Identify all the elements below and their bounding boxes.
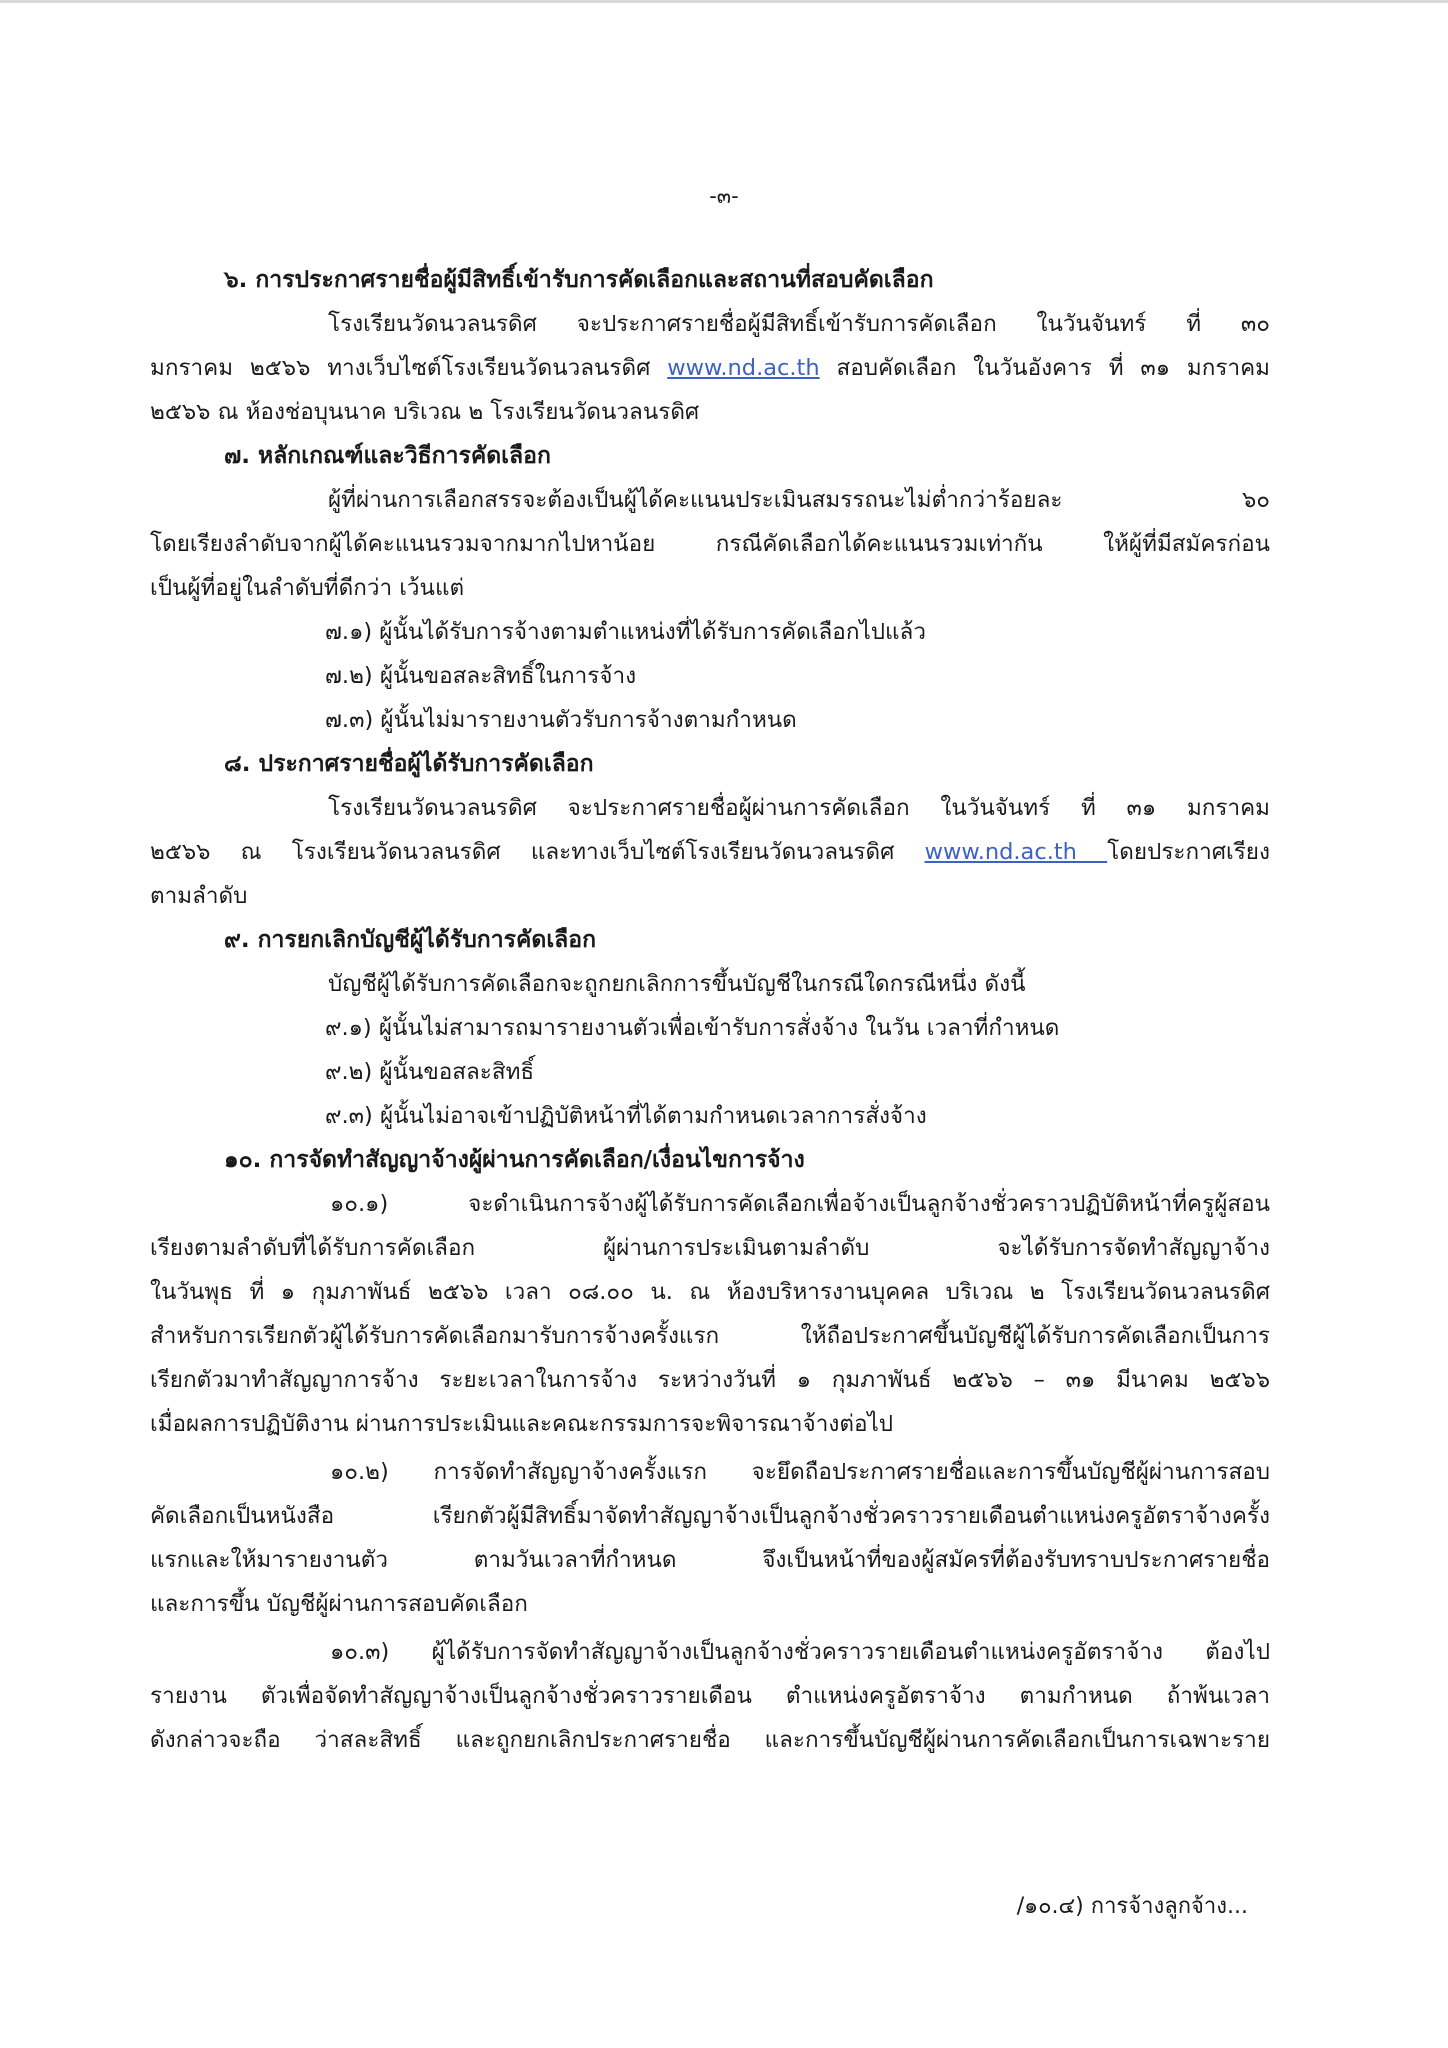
- section-10-1-line-1: ๑๐.๑) จะดำเนินการจ้างผู้ได้รับการคัดเลือกเพื่อจ้างเป็นลูกจ้างชั่วคราวปฏิบัติหน้าที่ครูผู้สอน: [330, 1191, 1270, 1217]
- section-10-1-line-6: เมื่อผลการปฏิบัติงาน ผ่านการประเมินและคณะกรรมการจะพิจารณาจ้างต่อไป: [150, 1411, 894, 1437]
- section-10-3-line-3: ดังกล่าวจะถือ ว่าสละสิทธิ์ และถูกยกเลิกประกาศรายชื่อ และการขึ้นบัญชีผู้ผ่านการคัดเลือกเป็นการเฉพาะราย: [150, 1727, 1270, 1753]
- section-9-item-2: ๙.๒) ผู้นั้นขอสละสิทธิ์: [325, 1059, 535, 1085]
- section-6-line-2-start: มกราคม ๒๕๖๖ ทางเว็บไซต์โรงเรียนวัดนวลนรดิศ: [150, 355, 668, 381]
- section-6-line-1: โรงเรียนวัดนวลนรดิศ จะประกาศรายชื่อผู้มีสิทธิ์เข้ารับการคัดเลือก ในวันจันทร์ ที่ ๓๐: [328, 311, 1270, 337]
- section-10-2-line-1: ๑๐.๒) การจัดทำสัญญาจ้างครั้งแรก จะยึดถือประกาศรายชื่อและการขึ้นบัญชีผู้ผ่านการสอบ: [330, 1459, 1270, 1485]
- school-website-link-2[interactable]: www.nd.ac.th: [924, 839, 1108, 865]
- section-8-line-2-start: ๒๕๖๖ ณ โรงเรียนวัดนวลนรดิศ และทางเว็บไซต์โรงเรียนวัดนวลนรดิศ: [150, 839, 925, 865]
- section-10-3-line-2: รายงาน ตัวเพื่อจัดทำสัญญาจ้างเป็นลูกจ้างชั่วคราวรายเดือน ตำแหน่งครูอัตราจ้าง ตามกำหนด ถ้าพ้นเวลา: [150, 1683, 1270, 1709]
- school-website-link[interactable]: www.nd.ac.th: [667, 355, 820, 381]
- section-7-heading: ๗. หลักเกณฑ์และวิธีการคัดเลือก: [224, 443, 551, 469]
- section-8-heading: ๘. ประกาศรายชื่อผู้ได้รับการคัดเลือก: [224, 751, 594, 777]
- page-number: -๓-: [709, 184, 739, 208]
- section-9-item-1: ๙.๑) ผู้นั้นไม่สามารถมารายงานตัวเพื่อเข้ารับการสั่งจ้าง ในวัน เวลาที่กำหนด: [325, 1015, 1060, 1041]
- section-10-2-line-2: คัดเลือกเป็นหนังสือ เรียกตัวผู้มีสิทธิ์มาจัดทำสัญญาจ้างเป็นลูกจ้างชั่วคราวรายเดือนตำแหน่งครูอัตราจ้างครั้ง: [150, 1503, 1270, 1529]
- section-8-line-3: ตามลำดับ: [150, 883, 248, 909]
- section-6-line-3: ๒๕๖๖ ณ ห้องช่อบุนนาค บริเวณ ๒ โรงเรียนวัดนวลนรดิศ: [150, 399, 700, 425]
- next-page-continuation: /๑๐.๔) การจ้างลูกจ้าง...: [1016, 1894, 1248, 1919]
- section-10-heading: ๑๐. การจัดทำสัญญาจ้างผู้ผ่านการคัดเลือก/เงื่อนไขการจ้าง: [224, 1147, 805, 1173]
- section-9-item-3: ๙.๓) ผู้นั้นไม่อาจเข้าปฏิบัติหน้าที่ได้ตามกำหนดเวลาการสั่งจ้าง: [325, 1103, 927, 1129]
- section-10-1-line-5: เรียกตัวมาทำสัญญาการจ้าง ระยะเวลาในการจ้าง ระหว่างวันที่ ๑ กุมภาพันธ์ ๒๕๖๖ – ๓๑ มีนาคม ๒๕๖๖: [150, 1367, 1270, 1393]
- section-8-line-2: [150, 830, 1270, 874]
- section-8-line-2-end: โดยประกาศเรียง: [1107, 839, 1270, 865]
- section-8-line-1: โรงเรียนวัดนวลนรดิศ จะประกาศรายชื่อผู้ผ่านการคัดเลือก ในวันจันทร์ ที่ ๓๑ มกราคม: [328, 795, 1270, 821]
- section-7-item-1: ๗.๑) ผู้นั้นได้รับการจ้างตามตำแหน่งที่ได้รับการคัดเลือกไปแล้ว: [325, 619, 926, 645]
- section-6-heading: ๖. การประกาศรายชื่อผู้มีสิทธิ์เข้ารับการคัดเลือกและสถานที่สอบคัดเลือก: [224, 267, 934, 293]
- section-7-line-1: ผู้ที่ผ่านการเลือกสรรจะต้องเป็นผู้ได้คะแนนประเมินสมรรถนะไม่ต่ำกว่าร้อยละ ๖๐: [328, 487, 1270, 513]
- document-body: [150, 258, 1270, 1762]
- section-10-2-line-3: แรกและให้มารายงานตัว ตามวันเวลาที่กำหนด จึงเป็นหน้าที่ของผู้สมัครที่ต้องรับทราบประกาศรายชื่อ: [150, 1547, 1270, 1573]
- section-7-item-2: ๗.๒) ผู้นั้นขอสละสิทธิ์ในการจ้าง: [325, 663, 637, 689]
- section-10-1-line-4: สำหรับการเรียกตัวผู้ได้รับการคัดเลือกมารับการจ้างครั้งแรก ให้ถือประกาศขึ้นบัญชีผู้ได้รับการคัดเลือกเป็นการ: [150, 1323, 1270, 1349]
- section-9-heading: ๙. การยกเลิกบัญชีผู้ได้รับการคัดเลือก: [224, 927, 597, 953]
- section-10-1-line-3: ในวันพุธ ที่ ๑ กุมภาพันธ์ ๒๕๖๖ เวลา ๐๘.๐๐ น. ณ ห้องบริหารงานบุคคล บริเวณ ๒ โรงเรียนวัดนวลนรดิศ: [150, 1279, 1270, 1305]
- section-9-line-1: บัญชีผู้ได้รับการคัดเลือกจะถูกยกเลิกการขึ้นบัญชีในกรณีใดกรณีหนึ่ง ดังนี้: [328, 971, 1026, 997]
- section-10-3-line-1: ๑๐.๓) ผู้ได้รับการจัดทำสัญญาจ้างเป็นลูกจ้างชั่วคราวรายเดือนตำแหน่งครูอัตราจ้าง ต้องไป: [330, 1639, 1270, 1665]
- section-7-item-3: ๗.๓) ผู้นั้นไม่มารายงานตัวรับการจ้างตามกำหนด: [325, 707, 797, 733]
- section-6-line-2-end: สอบคัดเลือก ในวันอังคาร ที่ ๓๑ มกราคม: [819, 355, 1270, 381]
- section-10-2-line-4: และการขึ้น บัญชีผู้ผ่านการสอบคัดเลือก: [150, 1591, 528, 1617]
- section-7-line-3: เป็นผู้ที่อยู่ในลำดับที่ดีกว่า เว้นแต่: [150, 575, 465, 601]
- section-6-line-2: [150, 346, 1270, 390]
- top-border: [0, 0, 1448, 3]
- section-10-1-line-2: เรียงตามลำดับที่ได้รับการคัดเลือก ผู้ผ่านการประเมินตามลำดับ จะได้รับการจัดทำสัญญาจ้าง: [150, 1235, 1270, 1261]
- section-7-line-2: โดยเรียงลำดับจากผู้ได้คะแนนรวมจากมากไปหาน้อย กรณีคัดเลือกได้คะแนนรวมเท่ากัน ให้ผู้ที่มีสมัครก่อน: [150, 531, 1270, 557]
